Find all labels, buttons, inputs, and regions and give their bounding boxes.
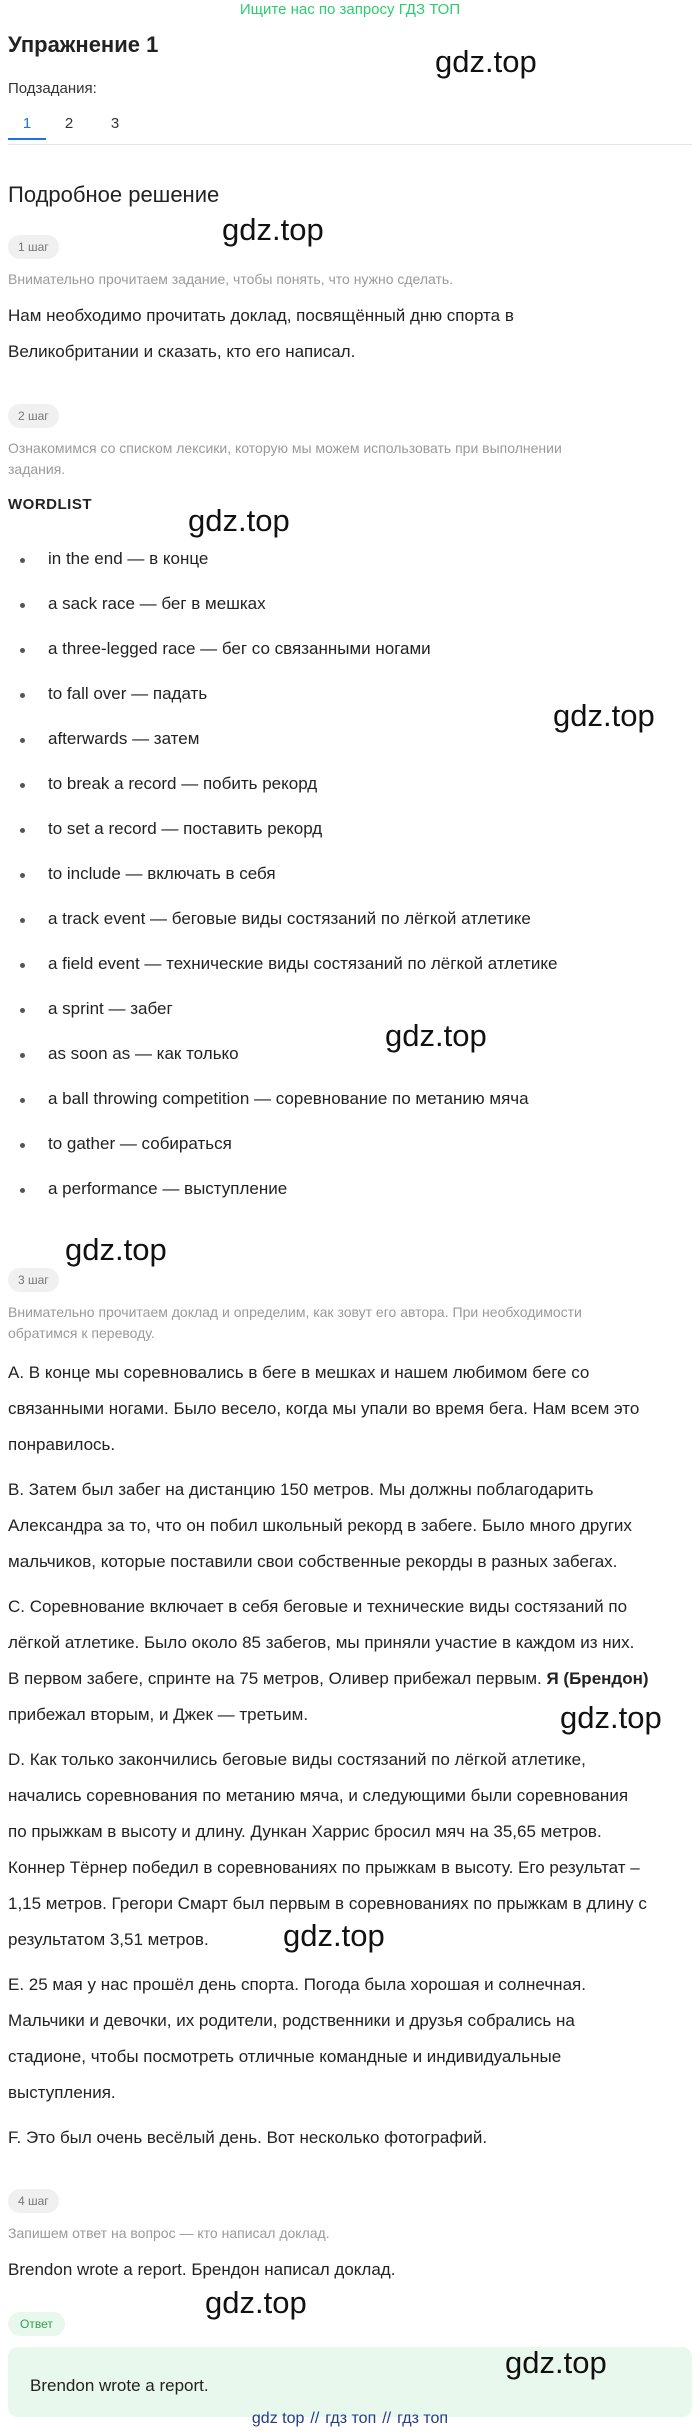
wordlist-item: to fall over — падать [14,677,684,722]
solution-title: Подробное решение [8,182,220,207]
footer-separator: // [382,2410,392,2427]
step-badge-1: 1 шаг [8,235,59,259]
wordlist-item: a performance — выступление [14,1172,684,1217]
watermark: gdz.top [560,1700,662,1735]
wordlist [14,542,684,1217]
bullet-icon [20,1098,25,1103]
watermark: gdz.top [505,2345,607,2380]
paragraph-c-line: лёгкой атлетике. Было около 85 забегов, мы приняли участие в каждом из них. [8,1633,635,1652]
subtasks-label: Подзадания: [8,80,97,97]
subtask-tabs [8,112,138,140]
step-4-hint: Запишем ответ на вопрос — кто написал доклад. [8,2225,330,2241]
watermark: gdz.top [65,1232,167,1267]
watermark: gdz.top [385,1018,487,1053]
paragraph-e-line: выступления. [8,2083,116,2102]
paragraph-d-line: результатом 3,51 метров. [8,1930,209,1949]
step-1-hint: Внимательно прочитаем задание, чтобы понять, что нужно сделать. [8,271,454,287]
footer-link[interactable]: гдз топ [325,2410,377,2427]
bullet-icon [20,1008,25,1013]
footer-separator: // [310,2410,320,2427]
bullet-icon [20,693,25,698]
bullet-icon [20,918,25,923]
step-3-hint-line: обратимся к переводу. [8,1325,155,1341]
tab-subtask-2[interactable]: 2 [64,115,74,132]
wordlist-item: a three-legged race — бег со связанными ногами [14,632,684,677]
footer-link[interactable]: гдз топ [397,2410,449,2427]
wordlist-item: in the end — в конце [14,542,684,587]
paragraph-a-line: связанными ногами. Было весело, когда мы упали во время бега. Нам всем это [8,1399,640,1418]
wordlist-item: to set a record — поставить рекорд [14,812,684,857]
step-badge-4: 4 шаг [8,2189,59,2213]
paragraph-c-line [8,1660,692,1698]
answer-text: Brendon wrote a report. [30,2376,209,2395]
step-2-hint-line: Ознакомимся со списком лексики, которую мы можем использовать при выполнении [8,440,562,456]
wordlist-item: a ball throwing competition — соревнование по метанию мяча [14,1082,684,1127]
paragraph-b-line: Александра за то, что он побил школьный рекорд в забеге. Было много других [8,1516,632,1535]
paragraph-d-line: по прыжкам в высоту и длину. Дункан Харрис бросил мяч на 35,65 метров. [8,1822,602,1841]
bullet-icon [20,558,25,563]
paragraph-e-line: E. 25 мая у нас прошёл день спорта. Погода была хорошая и солнечная. [8,1975,586,1994]
watermark: gdz.top [188,503,290,538]
footer-link[interactable]: gdz top [251,2410,305,2427]
paragraph-a-line: понравилось. [8,1435,116,1454]
paragraph-a-line: A. В конце мы соревновались в беге в мешках и нашем любимом беге со [8,1363,590,1382]
bullet-icon [20,1188,25,1193]
watermark: gdz.top [283,1918,385,1953]
paragraph-c-line: прибежал вторым, и Джек — третьим. [8,1705,309,1724]
bullet-icon [20,783,25,788]
bullet-icon [20,828,25,833]
paragraph-d-line: 1,15 метров. Грегори Смарт был первым в соревнованиях по прыжкам в длину с [8,1894,647,1913]
step-badge-2: 2 шаг [8,404,59,428]
paragraph-d-line: начались соревнования по метанию мяча, и следующими были соревнования [8,1786,629,1805]
paragraph-f: F. Это был очень весёлый день. Вот несколько фотографий. [8,2128,488,2147]
wordlist-item: as soon as — как только [14,1037,684,1082]
paragraph-d-line: D. Как только закончились беговые виды состязаний по лёгкой атлетике, [8,1750,586,1769]
tab-subtask-1[interactable]: 1 [8,112,46,140]
bullet-icon [20,738,25,743]
paragraph-e-line: Мальчики и девочки, их родители, родственники и друзья собрались на [8,2011,575,2030]
step-3-hint-line: Внимательно прочитаем доклад и определим, как зовут его автора. При необходимости [8,1304,582,1320]
paragraph-d-line: Коннер Тёрнер победил в соревнованиях по прыжкам в высоту. Его результат – [8,1858,640,1877]
wordlist-item: a sprint — забег [14,992,684,1037]
paragraph-b-line: B. Затем был забег на дистанцию 150 метров. Мы должны поблагодарить [8,1480,594,1499]
wordlist-item: to include — включать в себя [14,857,684,902]
wordlist-title: WORDLIST [8,496,92,513]
bullet-icon [20,648,25,653]
watermark: gdz.top [222,212,324,247]
answer-badge: Ответ [8,2312,65,2336]
bullet-icon [20,873,25,878]
wordlist-item: a track event — беговые виды состязаний по лёгкой атлетике [14,902,684,947]
paragraph-c-text: В первом забеге, спринте на 75 метров, Оливер прибежал первым. [8,1669,547,1688]
wordlist-item: a field event — технические виды состязаний по лёгкой атлетике [14,947,684,992]
step-4-text: Brendon wrote a report. Брендон написал доклад. [8,2260,396,2279]
wordlist-item: to gather — собираться [14,1127,684,1172]
bullet-icon [20,603,25,608]
bullet-icon [20,963,25,968]
paragraph-c-line: C. Соревнование включает в себя беговые и технические виды состязаний по [8,1597,628,1616]
footer-links [0,2410,700,2428]
step-2-hint-line: задания. [8,461,66,477]
watermark: gdz.top [553,698,655,733]
wordlist-item: afterwards — затем [14,722,684,767]
paragraph-e-line: стадионе, чтобы посмотреть отличные командные и индивидуальные [8,2047,562,2066]
bullet-icon [20,1143,25,1148]
wordlist-item: a sack race — бег в мешках [14,587,684,632]
tabs-divider [8,144,692,145]
bullet-icon [20,1053,25,1058]
step-1-text-line: Великобритании и сказать, кто его написал. [8,342,356,361]
step-badge-3: 3 шаг [8,1268,59,1292]
exercise-title: Упражнение 1 [8,32,159,57]
top-banner: Ищите нас по запросу ГДЗ ТОП [239,1,461,18]
author-highlight: Я (Брендон) [546,1669,649,1688]
paragraph-b-line: мальчиков, которые поставили свои собственные рекорды в разных забегах. [8,1552,618,1571]
watermark: gdz.top [435,44,537,79]
wordlist-item: to break a record — побить рекорд [14,767,684,812]
step-1-text-line: Нам необходимо прочитать доклад, посвящённый дню спорта в [8,306,514,325]
watermark: gdz.top [205,2285,307,2320]
tab-subtask-3[interactable]: 3 [110,115,120,132]
